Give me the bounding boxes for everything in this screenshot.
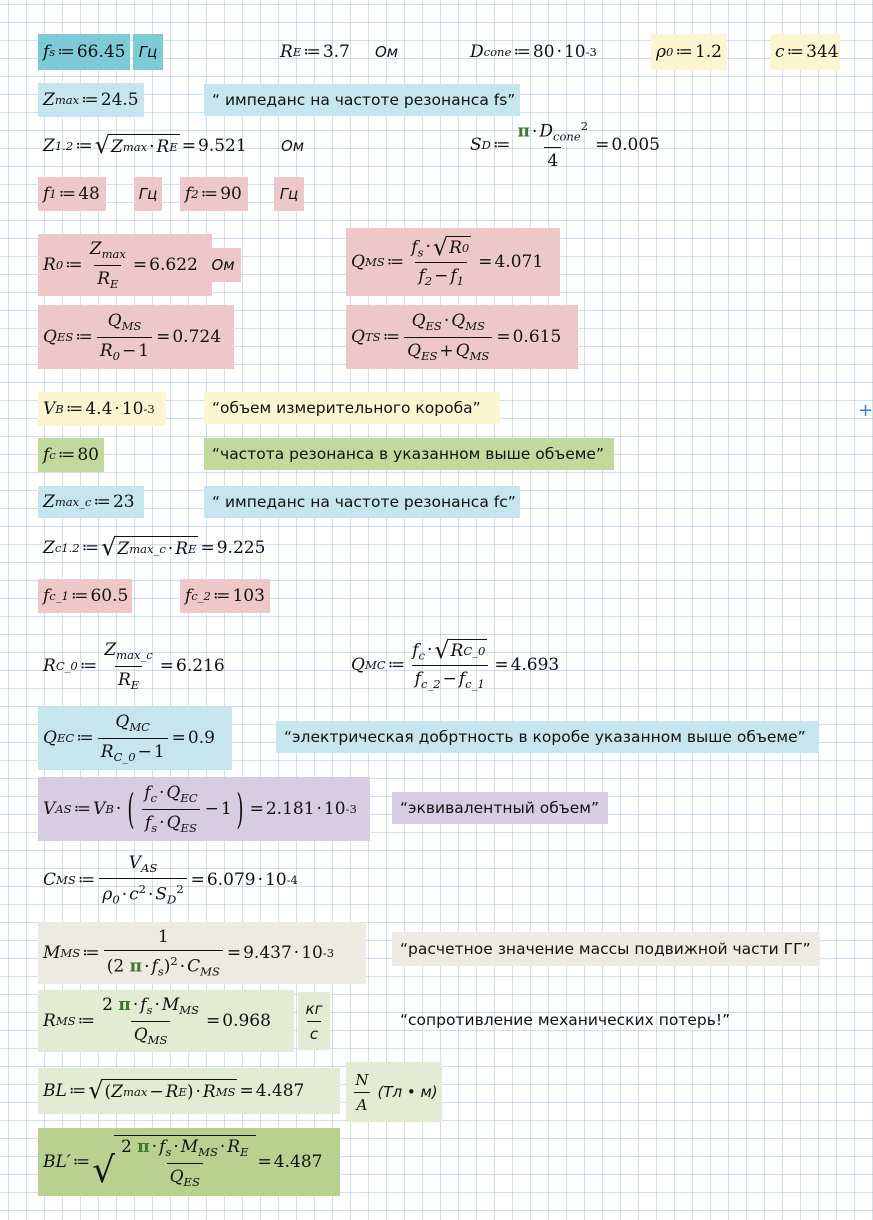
qms-result: 4.071 (494, 252, 544, 272)
blp-two: 2 (120, 1137, 132, 1158)
z12-unit: Ом (281, 137, 305, 155)
mms-exp: -3 (322, 946, 335, 960)
mms-result: 9.437 (243, 943, 292, 963)
zmax-definition[interactable]: Z max ≔ 24.5 (38, 83, 144, 117)
zmax-value: 24.5 (100, 90, 139, 110)
r0-equation[interactable]: R 0 ≔ $Z_{max}$ $R_E$ = 6.622 (38, 234, 212, 296)
c-definition[interactable]: c ≔ 344 (770, 34, 840, 70)
fc1-value: 60.5 (90, 586, 129, 606)
qec-one: 1 (153, 741, 165, 762)
blp-result: 4.487 (273, 1152, 323, 1172)
mms-equation[interactable]: M MS ≔ 1 (2 $\pi \cdot f_s)^2 \cdot C_{MS}$ = 9.437 · 10 -3 (38, 922, 366, 984)
sd-result: 0.005 (611, 135, 660, 155)
fc-definition[interactable]: f c ≔ 80 (38, 438, 104, 472)
vas-comment: “эквивалентный объем” (392, 792, 608, 824)
re-unit: Ом (375, 43, 399, 61)
f2-value: 90 (220, 184, 242, 204)
vas-exp: -3 (345, 802, 357, 816)
sd-equation[interactable]: S D ≔ $\pi \cdot D_{cone}^2$ 4 = 0.005 (470, 119, 660, 171)
z12-equation[interactable]: Z 1.2 ≔ √ Z max · R E = 9.521 (43, 131, 247, 160)
fs-value: 66.45 (76, 42, 126, 62)
qes-result: 0.724 (172, 327, 222, 347)
mms-num: 1 (157, 927, 169, 948)
bl-unit: $\frac{N}{A}$ ( Тл • м ) (346, 1062, 442, 1122)
sd-exp: 2 (580, 119, 589, 134)
bl-result: 4.487 (255, 1081, 305, 1101)
sd-denom: 4 (544, 147, 561, 171)
zmaxc-comment: “ импеданс на частоте резонанса fc” (204, 486, 520, 518)
zc12-equation[interactable]: Z c1.2 ≔ √ Z max_c · R E = 9.225 (43, 533, 266, 562)
qes-equation[interactable]: Q ES ≔ $Q_{MS}$ $R_0 - 1$ = 0.724 (38, 305, 234, 369)
dcone-exp: -3 (585, 45, 597, 59)
rms-unit (298, 992, 330, 1050)
rc0-equation[interactable]: R C_0 ≔ $Z_{max\_c}$ $R_E$ = 6.216 (43, 640, 225, 692)
rms-two: 2 (102, 995, 113, 1016)
fc2-value: 103 (232, 586, 265, 606)
fc-comment: “частота резонанса в указанном выше объеме” (204, 438, 614, 470)
cms-exp2a: 2 (138, 882, 146, 897)
vas-one: 1 (220, 799, 232, 819)
zmax-comment: “ импеданс на частоте резонанса fs” (204, 84, 520, 116)
qes-one: 1 (138, 340, 150, 361)
vb-comment: “объем измерительного короба” (204, 392, 500, 424)
qms-equation[interactable]: Q MS ≔ $f_s$ · √ R 0 $f_2 - f_1$ = 4.071 (346, 228, 560, 296)
qmc-equation[interactable]: Q MC ≔ $f_c$ · √ R C_0 $f_{c\_2} - f_{c\_1}$ = 4.693 (351, 635, 560, 692)
vb-value: 4.4 (85, 399, 113, 419)
vas-equation[interactable]: V AS ≔ V B · ( $f_c \cdot Q_{EC}$ $f_s \cdot Q_{ES}$ − 1 ) = 2.181 · 10 -3 (38, 777, 370, 841)
mms-exp2: 2 (170, 954, 178, 969)
rho0-value: 1.2 (694, 42, 722, 62)
fs-definition[interactable]: f s ≔ 66.45 (38, 34, 130, 70)
re-definition[interactable]: R E ≔ 3.7 (280, 42, 350, 62)
c-value: 344 (806, 42, 839, 62)
vb-exp: -3 (143, 402, 155, 416)
rms-result: 0.968 (222, 1011, 271, 1031)
bl-unit-num: N (355, 1070, 369, 1089)
zmaxc-value: 23 (112, 492, 135, 512)
blp-equation[interactable]: BL′ ≔ √ 2 $\pi \cdot f_s \cdot M_{MS} \cdot R_E$ $Q_{ES}$ = 4.487 (38, 1128, 340, 1196)
z12-result: 9.521 (198, 136, 247, 156)
rho0-definition[interactable]: ρ 0 ≔ 1.2 (651, 34, 727, 70)
dcone-value: 80 (532, 42, 555, 62)
fc1-definition[interactable]: f c_1 ≔ 60.5 (38, 579, 132, 613)
qec-result: 0.9 (187, 728, 215, 748)
r0-result: 6.622 (149, 255, 198, 275)
zc12-result: 9.225 (216, 538, 266, 558)
f1-value: 48 (78, 184, 100, 204)
bl-unit-den: A (354, 1092, 371, 1114)
rms-unit-den: c (307, 1021, 321, 1043)
fc2-definition[interactable]: f c_2 ≔ 103 (180, 579, 270, 613)
f2-unit: Гц (274, 177, 304, 211)
cms-exp2b: 2 (176, 882, 184, 897)
rms-equation[interactable]: R MS ≔ 2 $\pi \cdot f_s \cdot M_{MS}$ $Q_{MS}$ = 0.968 (38, 990, 294, 1052)
cms-exp: -4 (286, 873, 298, 887)
dcone-definition[interactable]: D cone ≔ 80 · 10 -3 (470, 42, 597, 62)
qmc-result: 4.693 (510, 655, 560, 675)
rms-comment: “сопротивление механических потерь!” (400, 1011, 731, 1029)
re-value: 3.7 (322, 42, 350, 62)
f1-definition[interactable]: f 1 ≔ 48 (38, 177, 106, 211)
zmaxc-definition[interactable]: Z max_c ≔ 23 (38, 486, 144, 518)
rc0-result: 6.216 (176, 656, 225, 676)
mms-comment: “расчетное значение массы подвижной части ГГ” (392, 932, 820, 966)
fs-unit: Гц (133, 34, 163, 70)
vas-result: 2.181 (265, 799, 315, 819)
vb-definition[interactable]: V B ≔ 4.4 · 10 -3 (38, 392, 166, 426)
crosshair-icon: + (858, 400, 873, 421)
fc-value: 80 (77, 445, 99, 465)
cms-equation[interactable]: C MS ≔ $V_{AS}$ $\rho_0 \cdot c^2 \cdot S_D^2$ = 6.079 · 10 -4 (43, 853, 298, 907)
cms-result: 6.079 (206, 870, 256, 890)
bl-unit-alt: Тл • м (383, 1083, 432, 1101)
bl-equation[interactable]: BL ≔ √ ( Z max − R E ) · R MS = 4.487 (38, 1068, 340, 1114)
mms-two: 2 (113, 956, 125, 977)
f2-definition[interactable]: f 2 ≔ 90 (180, 177, 248, 211)
qts-result: 0.615 (512, 327, 562, 347)
f1-unit: Гц (134, 177, 162, 211)
qec-equation[interactable]: Q EC ≔ $Q_{MC}$ $R_{C\_0} - 1$ = 0.9 (38, 706, 232, 770)
r0-unit: Ом (205, 248, 241, 282)
qec-comment: “электрическая добртность в коробе указанном выше объеме” (276, 721, 818, 753)
rms-unit-num: кг (305, 999, 323, 1018)
qts-equation[interactable]: Q TS ≔ $Q_{ES} \cdot Q_{MS}$ $Q_{ES} + Q_{MS}$ = 0.615 (346, 305, 578, 369)
